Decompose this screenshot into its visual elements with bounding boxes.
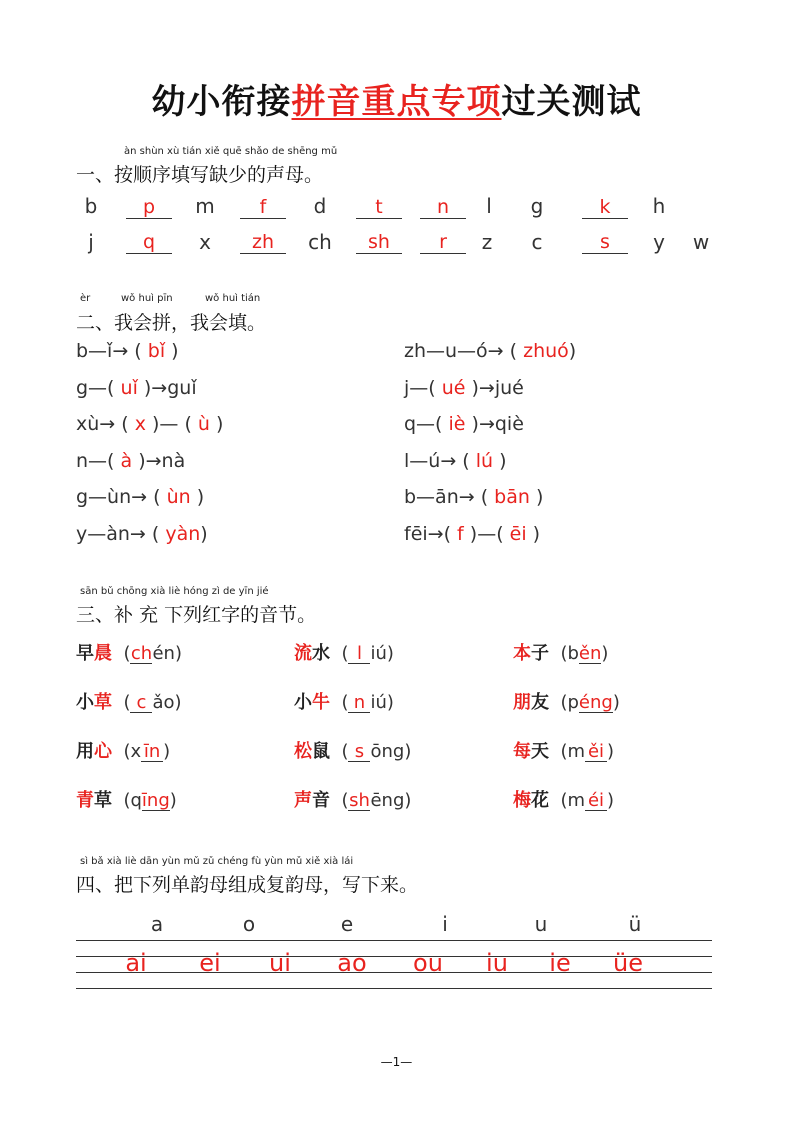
spell-item: j—( ué )→jué <box>404 377 524 399</box>
syllable-item: 小草 ( c ǎo) <box>76 692 182 713</box>
word: 每天 <box>513 741 549 762</box>
answer-blank: s <box>582 231 628 254</box>
word: 梅花 <box>513 790 549 811</box>
syllable-blank: īng <box>141 790 170 811</box>
section3-heading: 三、补 充 下列红字的音节。 <box>76 604 317 626</box>
word: 早晨 <box>76 643 112 664</box>
letter: w <box>692 230 710 254</box>
syllable-item: 朋友 (péng) <box>513 692 620 713</box>
syllable-item: 梅花 (m éi ) <box>513 790 615 811</box>
syllable-item: 青草 (qīng) <box>76 790 177 811</box>
letter: z <box>481 230 493 254</box>
syllable-blank: ěn <box>578 643 602 664</box>
letter: b <box>84 194 98 218</box>
word: 声音 <box>294 790 330 811</box>
compound-vowel: ui <box>269 949 291 977</box>
syllable-blank: īn <box>141 743 163 762</box>
word: 用心 <box>76 741 112 762</box>
answer-blank: t <box>356 196 402 219</box>
spell-item: fēi→( f )—( ēi ) <box>404 523 541 545</box>
syllable-blank: ch <box>130 643 153 664</box>
section2-heading: 二、我会拼，我会填。 <box>76 312 267 334</box>
letter: l <box>486 194 492 218</box>
spell-item: b—ǐ→ ( bǐ ) <box>76 340 179 362</box>
answer-blank: r <box>420 231 466 254</box>
spell-item: g—ùn→ ( ùn ) <box>76 486 205 508</box>
compound-vowel: ou <box>413 949 443 977</box>
word: 流水 <box>294 643 330 664</box>
syllable-blank: éng <box>578 692 613 713</box>
syllable-blank: éi <box>585 792 607 811</box>
vowel: a <box>150 912 164 936</box>
syllable-blank: sh <box>349 790 370 811</box>
compound-vowel: ie <box>549 949 571 977</box>
syllable-item: 松鼠 ( s ōng) <box>294 741 412 762</box>
compound-vowel: ei <box>199 949 221 977</box>
letter: g <box>530 194 544 218</box>
letter: h <box>652 194 666 218</box>
answer-blank: n <box>420 196 466 219</box>
spell-item: xù→ ( x )— ( ù ) <box>76 413 224 435</box>
syllable-item: 每天 (m ěi ) <box>513 741 615 762</box>
writing-line <box>76 988 712 989</box>
vowel: ü <box>628 912 642 936</box>
letter: ch <box>308 230 332 254</box>
syllable-item: 早晨 (chén) <box>76 643 182 664</box>
section3-pinyin: sān bǔ chōng xià liè hóng zì de yīn jié <box>80 586 269 597</box>
letter: j <box>88 230 94 254</box>
section4-heading: 四、把下列单韵母组成复韵母，写下来。 <box>76 874 419 896</box>
syllable-blank: s <box>348 743 370 762</box>
compound-vowel: üe <box>613 949 643 977</box>
syllable-blank: n <box>348 694 370 713</box>
spell-item: l—ú→ ( lú ) <box>404 450 507 472</box>
answer-blank: f <box>240 196 286 219</box>
word: 小草 <box>76 692 112 713</box>
word: 青草 <box>76 790 112 811</box>
page-number: —1— <box>380 1055 413 1069</box>
word: 本子 <box>513 643 549 664</box>
section4-pinyin: sì bǎ xià liè dān yùn mǔ zǔ chéng fù yùn mǔ xiě xià lái <box>80 856 354 867</box>
vowel: u <box>534 912 548 936</box>
vowel: e <box>340 912 354 936</box>
spell-item: g—( uǐ )→guǐ <box>76 377 197 399</box>
compound-vowel: ao <box>337 949 367 977</box>
letter: c <box>531 230 543 254</box>
syllable-blank: l <box>348 645 370 664</box>
letter: x <box>199 230 211 254</box>
section1-heading: 一、按顺序填写缺少的声母。 <box>76 164 324 186</box>
section1-pinyin: àn shùn xù tián xiě quē shǎo de shēng mǔ <box>124 146 338 157</box>
answer-blank: q <box>126 231 172 254</box>
page-title: 幼小衔接拼音重点专项过关测试 <box>151 82 642 122</box>
spell-item: zh—u—ó→ ( zhuó) <box>404 340 577 362</box>
syllable-item: 用心 (x īn ) <box>76 741 171 762</box>
compound-vowel: ai <box>125 949 147 977</box>
spell-item: y—àn→ ( yàn) <box>76 523 208 545</box>
section2-pinyin: wǒ huì pīn <box>121 293 173 304</box>
spell-item: n—( à )→nà <box>76 450 186 472</box>
word: 小牛 <box>294 692 330 713</box>
vowel: o <box>242 912 256 936</box>
writing-line <box>76 940 712 941</box>
answer-blank: k <box>582 196 628 219</box>
spell-item: q—( iè )→qiè <box>404 413 524 435</box>
answer-blank: zh <box>240 231 286 254</box>
syllable-item: 声音 (shēng) <box>294 790 412 811</box>
letter: d <box>313 194 327 218</box>
letter: y <box>653 230 665 254</box>
word: 朋友 <box>513 692 549 713</box>
vowel: i <box>442 912 448 936</box>
syllable-item: 本子 (běn) <box>513 643 609 664</box>
syllable-blank: c <box>130 694 152 713</box>
spell-item: b—ān→ ( bān ) <box>404 486 544 508</box>
section2-pinyin: èr <box>80 293 91 304</box>
section2-pinyin: wǒ huì tián <box>205 293 261 304</box>
answer-blank: sh <box>356 231 402 254</box>
syllable-blank: ěi <box>585 743 607 762</box>
answer-blank: p <box>126 196 172 219</box>
letter: m <box>195 194 215 218</box>
word: 松鼠 <box>294 741 330 762</box>
compound-vowel: iu <box>486 949 508 977</box>
syllable-item: 小牛 ( n iú) <box>294 692 394 713</box>
syllable-item: 流水 ( l iú) <box>294 643 394 664</box>
